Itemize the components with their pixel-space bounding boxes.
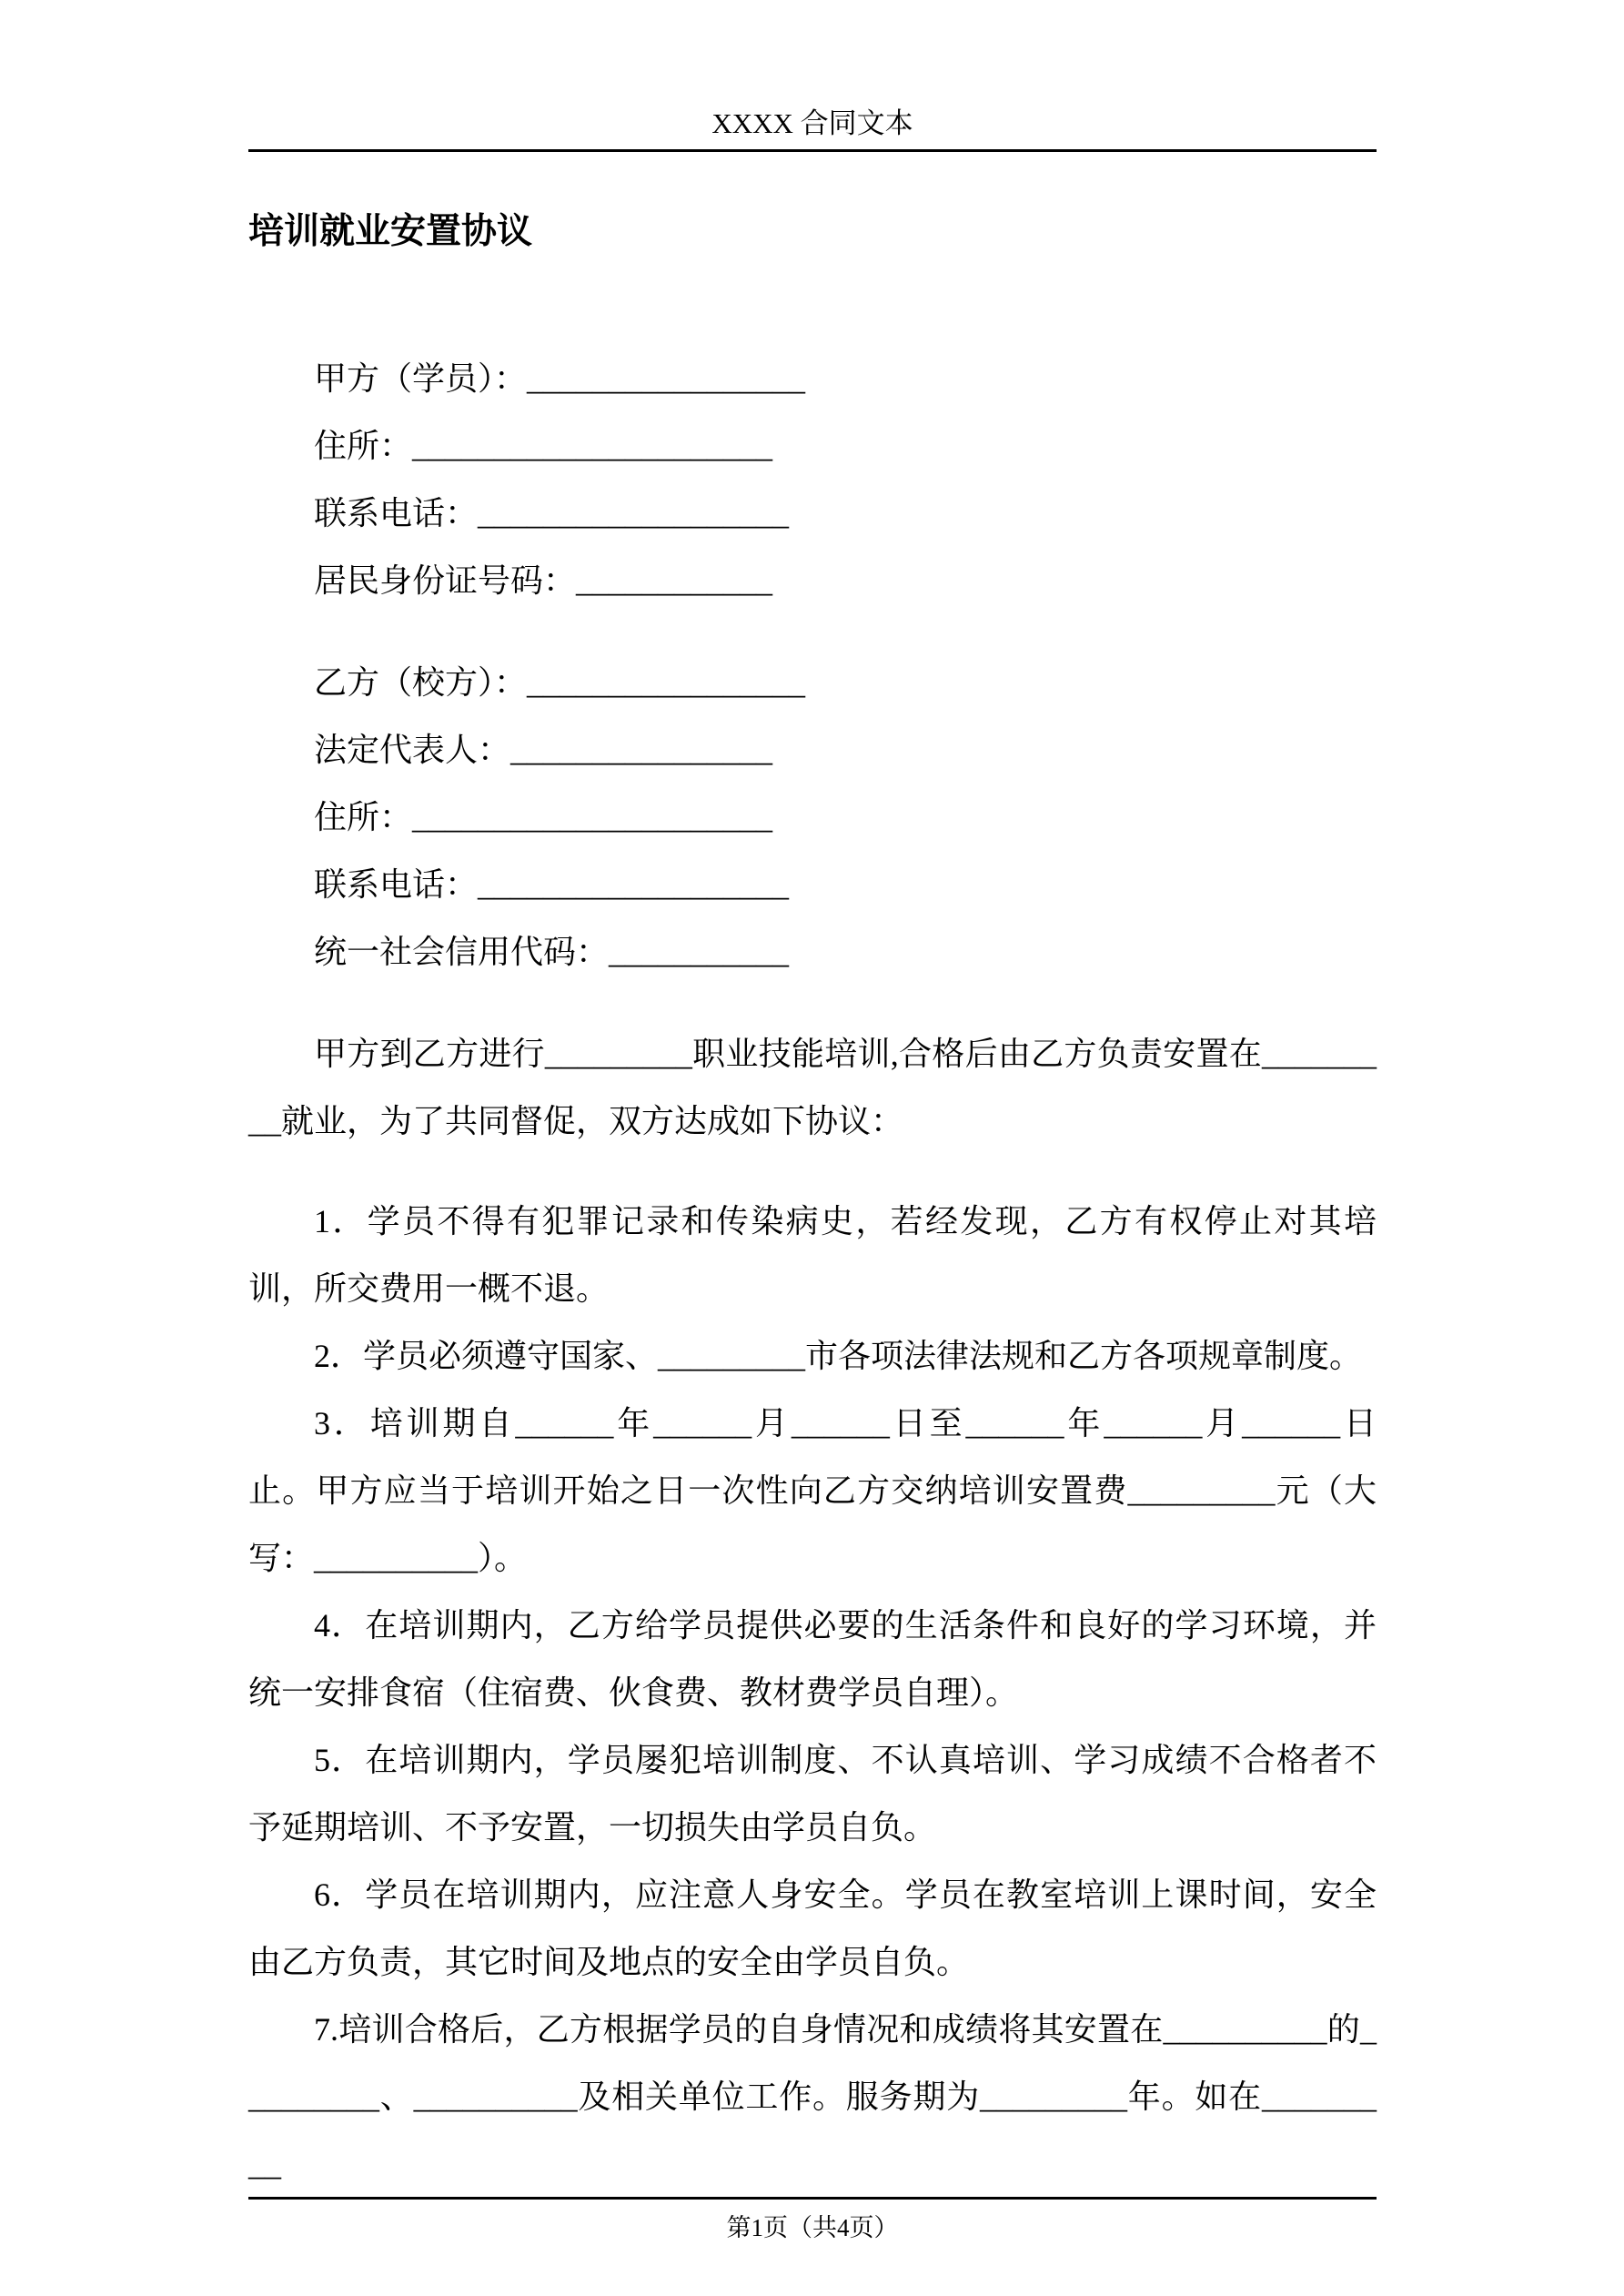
field-label: 甲方（学员）：	[314, 360, 528, 397]
field-blank-line: ___________________	[478, 495, 790, 531]
field-party-b-phone	[248, 851, 1377, 918]
document-body	[248, 207, 1377, 2198]
party-a-fields	[248, 345, 1377, 614]
field-party-a-name	[248, 345, 1377, 412]
clause-7: 7.培训合格后，乙方根据学员的自身情况和成绩将其安置在__________的_________、__________及相关单位工作。服务期为_________年。如在_________	[248, 2011, 1377, 2182]
clause-5: 5．在培训期内，学员屡犯培训制度、不认真培训、学习成绩不合格者不予延期培训、不予安置，一切损失由学员自负。	[248, 1742, 1377, 1846]
clause-1: 1．学员不得有犯罪记录和传染病史，若经发现，乙方有权停止对其培训，所交费用一概不退。	[248, 1203, 1377, 1307]
field-label: 统一社会信用代码：	[314, 934, 610, 970]
field-label: 居民身份证号码：	[314, 562, 577, 599]
footer-divider	[248, 2197, 1377, 2200]
field-blank-line: _________________	[527, 360, 806, 397]
field-party-a-id-number	[248, 547, 1377, 614]
field-label: 联系电话：	[314, 495, 479, 531]
field-label: 法定代表人：	[314, 732, 511, 768]
page-number: 第1页（共4页）	[726, 2214, 899, 2241]
field-blank-line: ________________	[510, 732, 773, 768]
field-blank-line: ______________________	[412, 799, 773, 835]
party-b-fields	[248, 649, 1377, 986]
field-label: 住所：	[314, 799, 413, 835]
field-label: 乙方（校方）：	[314, 664, 528, 701]
document-header	[248, 0, 1377, 152]
header-doc-type: XXXX 合同文本	[711, 107, 913, 139]
clause-4: 4．在培训期内，乙方给学员提供必要的生活条件和良好的学习环境，并统一安排食宿（住宿费、伙食费、教材费学员自理）。	[248, 1607, 1377, 1711]
field-blank-line: ______________________	[412, 428, 773, 464]
field-blank-line: ___________	[609, 934, 790, 970]
field-blank-line: _________________	[527, 664, 806, 701]
field-label: 住所：	[314, 428, 413, 464]
field-party-b-credit-code	[248, 918, 1377, 986]
clause-6: 6．学员在培训期内，应注意人身安全。学员在教室培训上课时间，安全由乙方负责，其它时间及地点的安全由学员自负。	[248, 1876, 1377, 1980]
clauses	[248, 1188, 1377, 2198]
field-party-b-legal-representative	[248, 716, 1377, 784]
field-label: 联系电话：	[314, 866, 479, 903]
field-party-b-name	[248, 649, 1377, 716]
clause-2: 2．学员必须遵守国家、_________市各项法律法规和乙方各项规章制度。	[314, 1338, 1363, 1374]
field-party-b-address	[248, 784, 1377, 851]
document-footer	[248, 2197, 1377, 2243]
document-title: 培训就业安置协议	[248, 212, 533, 251]
clause-3: 3．培训期自______年______月______日至______年______月______日止。甲方应当于培训开始之日一次性向乙方交纳培训安置费_________元（大写：__________）。	[248, 1405, 1377, 1576]
field-blank-line: ____________	[576, 562, 773, 599]
field-party-a-address	[248, 412, 1377, 480]
field-party-a-phone	[248, 480, 1377, 547]
field-blank-line: ___________________	[478, 866, 790, 903]
intro-paragraph: 甲方到乙方进行_________职业技能培训,合格后由乙方负责安置在_________就业，为了共同督促，双方达成如下协议：	[248, 1036, 1377, 1139]
